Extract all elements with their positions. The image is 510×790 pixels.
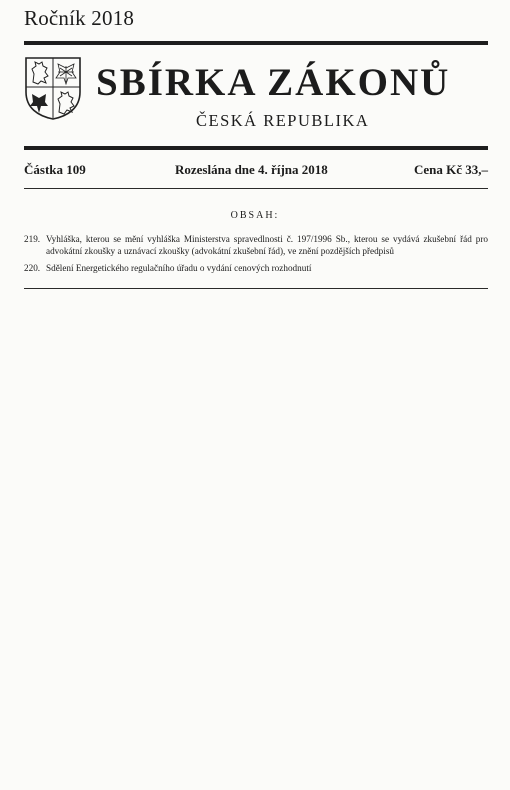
toc-item-text: Sdělení Energetického regulačního úřadu o vydání cenových rozhodnutí [46, 263, 312, 273]
czech-coat-of-arms-icon [24, 56, 82, 120]
toc-item-number: 219. [24, 234, 41, 244]
toc-item[interactable] [24, 262, 488, 274]
header-rule [24, 146, 488, 150]
page-subtitle: ČESKÁ REPUBLIKA [196, 111, 370, 130]
top-rule [24, 41, 488, 45]
toc-item-number: 220. [24, 263, 41, 273]
contents-rule [24, 288, 488, 289]
year-label: Ročník 2018 [24, 6, 135, 30]
issue-price: Cena Kč 33,– [413, 162, 488, 177]
contents-heading: OBSAH: [230, 210, 280, 221]
page-title: SBÍRKA ZÁKONŮ [96, 61, 451, 104]
distribution-date: Rozeslána dne 4. října 2018 [175, 162, 328, 177]
toc-item[interactable] [24, 233, 488, 257]
meta-rule [24, 188, 488, 189]
issue-number: Částka 109 [24, 162, 86, 177]
toc-item-text: Vyhláška, kterou se mění vyhláška Ministerstva spravedlnosti č. 197/1996 Sb., kterou se vydává zkušební řád pro advokátní zkoušky a uznávací zkoušky (advokátní zkušební řád), ve znění pozdějších předpisů [46, 234, 488, 256]
